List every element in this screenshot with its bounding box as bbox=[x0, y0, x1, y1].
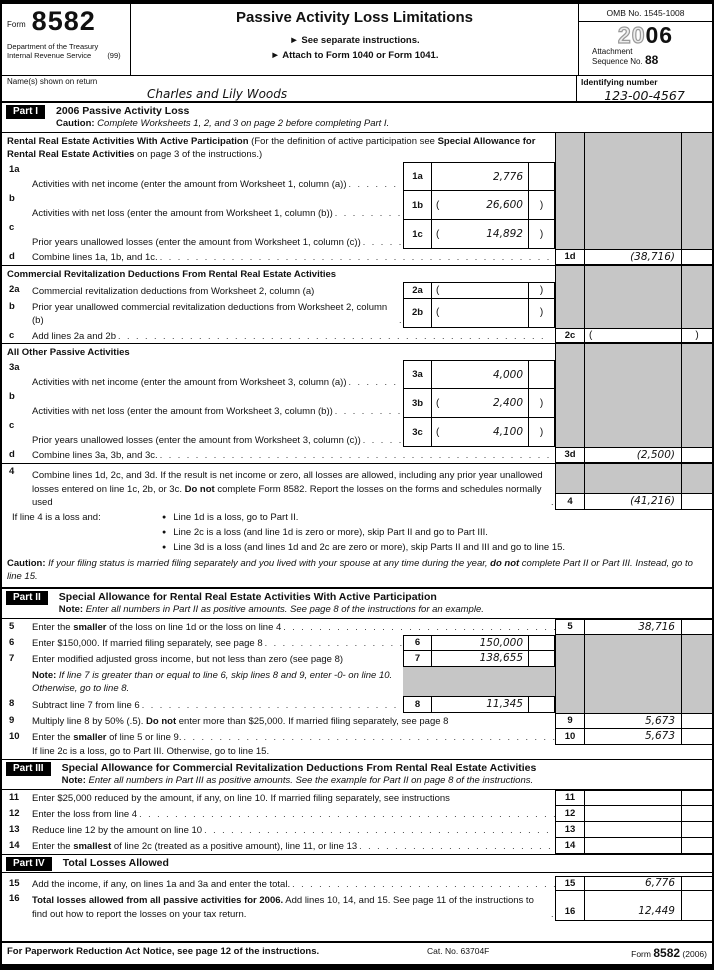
line-number: 4 bbox=[9, 465, 15, 477]
amount-field-3d[interactable]: (2,500) bbox=[584, 448, 681, 462]
entry-box-label: 4 bbox=[555, 494, 584, 509]
line-16-text: Total losses allowed from all passive activities for 2006. Add lines 10, 14, and 15. See page 11 of the instructions to find out how to report the losses on your tax return. bbox=[32, 895, 534, 920]
form-number: 8582 bbox=[31, 6, 96, 36]
catalog-number: Cat. No. 63704F bbox=[427, 946, 490, 956]
sequence-number: 88 bbox=[644, 53, 659, 67]
entry-box-1b bbox=[403, 190, 555, 220]
irs-line: Internal Revenue Service bbox=[7, 50, 92, 60]
line-number: 2a bbox=[9, 283, 20, 295]
amount-field-16[interactable]: 12,449 bbox=[584, 891, 681, 920]
shaded-strip bbox=[555, 191, 712, 220]
amount-field-11[interactable] bbox=[584, 791, 681, 805]
line-11-row bbox=[2, 790, 712, 806]
line-number: b bbox=[9, 300, 15, 312]
entry-box-15 bbox=[555, 876, 712, 892]
line-number: d bbox=[9, 449, 15, 460]
dot-leader bbox=[116, 330, 555, 344]
entry-box-6 bbox=[403, 635, 555, 651]
if4-intro: If line 4 is a loss and: bbox=[12, 511, 101, 523]
entry-box-16 bbox=[555, 890, 712, 921]
line-1c-text: Prior years unallowed losses (enter the amount from Worksheet 1, column (c)) bbox=[32, 236, 361, 248]
taxpayer-name-field[interactable]: Charles and Lily Woods bbox=[147, 87, 288, 101]
line-14-row bbox=[2, 838, 712, 854]
part1-caution-label: Caution: bbox=[56, 118, 95, 129]
line-8-text: Subtract line 7 from line 6 bbox=[32, 700, 140, 711]
entry-box-label: 6 bbox=[404, 636, 432, 650]
entry-box-2a bbox=[403, 282, 555, 299]
cents-cell bbox=[681, 714, 712, 728]
line-number: 10 bbox=[9, 730, 20, 742]
paren-cell: ) bbox=[528, 283, 554, 298]
line-1b-row bbox=[2, 191, 712, 220]
shaded-strip bbox=[555, 266, 712, 282]
if4-bullet-2: Line 2c is a loss (and line 1d is zero or more), skip Part II and go to Part III. bbox=[173, 526, 488, 538]
dot-leader bbox=[181, 731, 555, 745]
paren-cell bbox=[528, 163, 554, 190]
cents-cell bbox=[681, 806, 712, 821]
paren-cell: ) bbox=[528, 299, 554, 327]
entry-box-label: 1a bbox=[404, 163, 432, 190]
line-13-text: Reduce line 12 by the amount on line 10 bbox=[32, 825, 203, 836]
entry-box-label: 12 bbox=[555, 806, 584, 821]
amount-field-4[interactable]: (41,216) bbox=[584, 494, 681, 509]
amount-field-7[interactable]: 138,655 bbox=[479, 652, 523, 664]
line-8-row bbox=[2, 696, 712, 713]
line-2c-text: Add lines 2a and 2b bbox=[32, 330, 116, 342]
line-6-text: Enter $150,000. If married filing separately, see page 8 bbox=[32, 638, 263, 649]
line-9-row bbox=[2, 713, 712, 729]
section-other-header: All Other Passive Activities bbox=[2, 344, 712, 360]
cents-cell bbox=[681, 729, 712, 744]
shaded-strip bbox=[555, 299, 712, 328]
line-15-row bbox=[2, 873, 712, 892]
entry-box-label: 3d bbox=[555, 448, 584, 462]
entry-box-4 bbox=[555, 493, 712, 510]
line-2a-row bbox=[2, 282, 712, 299]
line-13-row bbox=[2, 822, 712, 838]
entry-box-label: 3a bbox=[404, 361, 432, 388]
line-15-text: Add the income, if any, on lines 1a and 3a and enter the total. bbox=[32, 878, 291, 890]
entry-box-label: 3c bbox=[404, 418, 432, 446]
entry-box-14 bbox=[555, 837, 712, 854]
entry-box-3d bbox=[555, 447, 712, 463]
line-7-text: Enter modified adjusted gross income, but not less than zero (see page 8) bbox=[32, 654, 344, 665]
entry-box-5 bbox=[555, 619, 712, 635]
amount-field-2c[interactable]: ( bbox=[584, 329, 681, 343]
line-4-strip bbox=[555, 464, 712, 510]
tax-year bbox=[579, 23, 712, 47]
paren-cell: ) bbox=[528, 418, 554, 446]
dot-leader bbox=[263, 637, 403, 651]
part2-bar: Part II Special Allowance for Rental Real Estate Activities With Active Participation Note: Enter all numbers in Part II as positive amounts. See page 8 of the instructions for an example. bbox=[2, 587, 712, 619]
line-3c-text: Prior years unallowed losses (enter the amount from Worksheet 3, column (c)) bbox=[32, 434, 361, 446]
if4-bullet-3: Line 3d is a loss (and lines 1d and 2c are zero or more), skip Parts II and III and go to line 15. bbox=[173, 541, 566, 553]
line-number: b bbox=[9, 193, 15, 204]
dot-leader bbox=[333, 405, 403, 419]
line-1c-row bbox=[2, 220, 712, 249]
entry-box-label: 13 bbox=[555, 822, 584, 837]
shaded-strip bbox=[555, 133, 712, 162]
shaded-strip bbox=[555, 635, 712, 651]
shaded-inner-cell bbox=[403, 667, 555, 696]
line-7-note-row bbox=[2, 667, 712, 696]
line-10-text: Enter the smaller of line 5 or line 9. bbox=[32, 732, 182, 743]
line-1d-row bbox=[2, 249, 712, 266]
line-7-note: Note: If line 7 is greater than or equal to line 6, skip lines 8 and 9, enter -0- on line 10. Otherwise, go to line 8. bbox=[32, 669, 393, 694]
cents-cell bbox=[681, 822, 712, 837]
cents-cell bbox=[681, 891, 712, 920]
amount-field-13[interactable] bbox=[584, 822, 681, 837]
dot-leader bbox=[281, 621, 555, 635]
cents-cell bbox=[681, 877, 712, 891]
entry-box-8 bbox=[403, 696, 555, 713]
dot-leader bbox=[361, 434, 403, 448]
entry-box-10 bbox=[555, 728, 712, 745]
line-11-text: Enter $25,000 reduced by the amount, if any, on line 10. If married filing separately, see instructions bbox=[32, 793, 450, 804]
line-2c-row bbox=[2, 328, 712, 345]
amount-field-1d[interactable]: (38,716) bbox=[584, 250, 681, 264]
entry-box-label: 1c bbox=[404, 220, 432, 248]
arrow-right-icon: ► bbox=[270, 50, 280, 61]
entry-box-1c bbox=[403, 219, 555, 249]
entry-box-11 bbox=[555, 790, 712, 806]
line-1a-row bbox=[2, 162, 712, 191]
line-number: 6 bbox=[9, 636, 15, 648]
line-16-row bbox=[2, 891, 712, 921]
entry-box-label: 1b bbox=[404, 191, 432, 219]
bullet-icon: ● bbox=[162, 513, 167, 521]
amount-field-12[interactable] bbox=[584, 806, 681, 821]
form-number-block bbox=[2, 4, 131, 75]
form-header bbox=[2, 4, 712, 76]
irs-code: (99) bbox=[107, 50, 121, 60]
entry-box-label: 10 bbox=[555, 729, 584, 744]
dot-leader bbox=[290, 878, 555, 892]
cents-cell bbox=[681, 791, 712, 805]
entry-box-9 bbox=[555, 713, 712, 729]
line-10-followup: If line 2c is a loss, go to Part III. Otherwise, go to line 15. bbox=[32, 745, 270, 757]
line-2a-text: Commercial revitalization deductions from Worksheet 2, column (a) bbox=[32, 286, 315, 297]
entry-box-label: 7 bbox=[404, 651, 432, 666]
shaded-strip bbox=[555, 220, 712, 249]
form-footer bbox=[2, 941, 712, 964]
identifying-number-label: Identifying number bbox=[581, 77, 658, 87]
part4-chip: Part IV bbox=[6, 857, 52, 871]
line-number: 16 bbox=[9, 893, 20, 904]
entry-box-13 bbox=[555, 821, 712, 838]
amount-field-1a[interactable]: 2,776 bbox=[492, 170, 523, 183]
part1-chip: Part I bbox=[6, 105, 45, 119]
year-solid: 06 bbox=[645, 22, 674, 48]
dot-leader bbox=[347, 376, 403, 390]
entry-box-3a bbox=[403, 360, 555, 389]
attach-text: Attach to Form 1040 or Form 1041. bbox=[282, 50, 439, 61]
year-outline: 20 bbox=[617, 22, 646, 48]
amount-field-5[interactable]: 38,716 bbox=[584, 620, 681, 634]
dot-leader bbox=[357, 840, 555, 854]
bullet-icon: ● bbox=[162, 528, 167, 536]
bullet-icon: ● bbox=[162, 543, 167, 551]
line-12-text: Enter the loss from line 4 bbox=[32, 809, 138, 820]
dot-leader bbox=[347, 178, 403, 192]
line-3a-row bbox=[2, 360, 712, 389]
line-3b-row bbox=[2, 389, 712, 418]
shaded-strip bbox=[555, 282, 712, 299]
entry-box-label: 14 bbox=[555, 838, 584, 853]
amount-field-3a[interactable]: 4,000 bbox=[492, 368, 523, 381]
amount-field-1b[interactable]: ( 26,600 bbox=[436, 199, 523, 211]
paren-cell: ) bbox=[681, 329, 712, 343]
amount-field-15[interactable]: 6,776 bbox=[584, 877, 681, 891]
omb-block bbox=[578, 4, 712, 75]
line-2b-text: Prior year unallowed commercial revitalization deductions from Worksheet 2, column (b) bbox=[32, 301, 388, 326]
part2-title: Special Allowance for Rental Real Estate Activities With Active Participation bbox=[58, 590, 437, 603]
part3-chip: Part III bbox=[6, 762, 51, 776]
entry-box-12 bbox=[555, 805, 712, 822]
amount-field-10[interactable]: 5,673 bbox=[584, 729, 681, 744]
line-1a-text: Activities with net income (enter the amount from Worksheet 1, column (a)) bbox=[32, 178, 347, 190]
dot-leader bbox=[361, 236, 403, 250]
shaded-strip bbox=[555, 389, 712, 418]
line-number: 5 bbox=[9, 620, 15, 632]
paren-cell: ) bbox=[528, 389, 554, 417]
part4-bar bbox=[2, 854, 712, 873]
part1-title: 2006 Passive Activity Loss bbox=[56, 105, 190, 117]
entry-box-2c bbox=[555, 328, 712, 344]
paren-cell bbox=[528, 697, 554, 712]
shaded-strip bbox=[555, 360, 712, 389]
part3-bar: Part III Special Allowance for Commercial Revitalization Deductions From Rental Real Estate Activities Note: Enter all numbers in Part III as positive amounts. See the example for Part II on page 8 of the instructions. bbox=[2, 759, 712, 790]
shaded-strip bbox=[555, 344, 712, 360]
part3-title: Special Allowance for Commercial Revitalization Deductions From Rental Real Estate Activities bbox=[61, 761, 537, 774]
entry-box-label: 1d bbox=[555, 250, 584, 264]
line-number: c bbox=[9, 329, 15, 341]
entry-box-label: 9 bbox=[555, 714, 584, 728]
arrow-right-icon: ► bbox=[289, 35, 299, 46]
section-rental-header: Rental Real Estate Activities With Active Participation (For the definition of active participation see Special Allowance for Rental Real Estate Activities on page 3 of the instructions.) bbox=[2, 133, 712, 162]
line-number: 11 bbox=[9, 791, 20, 803]
line-number: 15 bbox=[9, 877, 20, 889]
amount-field-3b[interactable]: ( 2,400 bbox=[436, 397, 523, 409]
amount-field-9[interactable]: 5,673 bbox=[584, 714, 681, 728]
form-footer-id: Form 8582 (2006) bbox=[631, 946, 707, 960]
entry-box-label: 5 bbox=[555, 620, 584, 634]
line-4-text: Combine lines 1d, 2c, and 3d. If the result is net income or zero, all losses are allowed, including any prior year unallowed losses entered on line 1c, 2b, or 3c. Do not complete Form 8582. Report the losses on the forms and schedules normally used bbox=[32, 470, 543, 508]
shaded-strip bbox=[555, 651, 712, 667]
line-1b-text: Activities with net loss (enter the amount from Worksheet 1, column (b)) bbox=[32, 207, 333, 219]
cents-cell bbox=[681, 448, 712, 462]
paren-cell: ) bbox=[528, 191, 554, 219]
part1-bar bbox=[2, 103, 712, 133]
entry-box-1d bbox=[555, 249, 712, 265]
shaded-strip bbox=[555, 464, 712, 493]
name-row bbox=[2, 76, 712, 103]
line-1d-text: Combine lines 1a, 1b, and 1c. bbox=[32, 252, 158, 263]
title-block bbox=[131, 4, 578, 75]
line-number: c bbox=[9, 222, 15, 233]
entry-box-3c bbox=[403, 417, 555, 447]
form-title: Passive Activity Loss Limitations bbox=[235, 9, 474, 26]
line-number: 12 bbox=[9, 807, 20, 819]
line-3b-text: Activities with net loss (enter the amount from Worksheet 3, column (b)) bbox=[32, 405, 333, 417]
line-2b-row bbox=[2, 299, 712, 328]
line-number: 7 bbox=[9, 652, 15, 664]
entry-box-label: 15 bbox=[555, 877, 584, 891]
dot-leader bbox=[158, 449, 555, 463]
shaded-strip bbox=[555, 162, 712, 191]
line-number: 13 bbox=[9, 823, 20, 835]
cents-cell bbox=[681, 620, 712, 634]
if4-bullet-1: Line 1d is a loss, go to Part II. bbox=[173, 511, 299, 523]
dot-leader bbox=[140, 699, 403, 713]
line-3c-row bbox=[2, 418, 712, 447]
dot-leader bbox=[333, 207, 403, 221]
amount-field-2a[interactable]: ( bbox=[436, 284, 440, 296]
cents-cell bbox=[681, 250, 712, 264]
entry-box-label: 2c bbox=[555, 329, 584, 343]
line-3a-text: Activities with net income (enter the amount from Worksheet 3, column (a)) bbox=[32, 376, 347, 388]
line-3d-text: Combine lines 3a, 3b, and 3c. bbox=[32, 450, 158, 461]
entry-box-7 bbox=[403, 650, 555, 667]
line-6-row bbox=[2, 635, 712, 651]
entry-box-3b bbox=[403, 388, 555, 418]
dot-leader bbox=[137, 808, 555, 822]
line-number: 9 bbox=[9, 714, 15, 726]
paren-cell: ) bbox=[528, 220, 554, 248]
entry-box-label: 16 bbox=[555, 891, 584, 920]
see-instructions-text: See separate instructions. bbox=[301, 35, 420, 46]
line-number: b bbox=[9, 391, 15, 402]
paren-cell bbox=[528, 636, 554, 650]
line-number: 14 bbox=[9, 839, 20, 851]
paren-cell bbox=[528, 651, 554, 666]
entry-box-label: 3b bbox=[404, 389, 432, 417]
filing-status-caution: Caution: If your filing status is married filing separately and you lived with your spouse at any time during the year, do not complete Part II or Part III. Instead, go to line 15. bbox=[7, 557, 693, 582]
omb-number: OMB No. 1545-1008 bbox=[579, 4, 712, 22]
line-5-row bbox=[2, 619, 712, 635]
amount-field-6[interactable]: 150,000 bbox=[479, 636, 523, 649]
paperwork-notice: For Paperwork Reduction Act Notice, see page 12 of the instructions. bbox=[7, 946, 320, 957]
entry-box-label: 2a bbox=[404, 283, 432, 298]
line-number: 3a bbox=[9, 362, 20, 373]
line-7-row bbox=[2, 651, 712, 667]
section-commercial-header: Commercial Revitalization Deductions From Rental Real Estate Activities bbox=[2, 266, 712, 282]
cents-cell bbox=[681, 838, 712, 853]
line-9-text: Multiply line 8 by 50% (.5). Do not enter more than $25,000. If married filing separately, see page 8 bbox=[32, 716, 449, 727]
entry-box-1a bbox=[403, 162, 555, 191]
identifying-number-field[interactable]: 123-00-4567 bbox=[604, 88, 685, 103]
entry-box-label: 2b bbox=[404, 299, 432, 327]
entry-box-2b bbox=[403, 298, 555, 328]
line-12-row bbox=[2, 806, 712, 822]
line-4-row bbox=[2, 464, 712, 510]
part2-chip: Part II bbox=[6, 591, 48, 605]
dot-leader bbox=[202, 824, 555, 838]
amount-field-1c[interactable]: ( 14,892 bbox=[436, 228, 523, 240]
entry-box-label: 8 bbox=[404, 697, 432, 712]
amount-field-3c[interactable]: ( 4,100 bbox=[436, 426, 523, 438]
dot-leader bbox=[158, 251, 555, 265]
dept-line: Department of the Treasury bbox=[7, 42, 99, 51]
line-4-instructions bbox=[2, 510, 712, 555]
shaded-strip bbox=[555, 667, 712, 696]
part1-caution-text: Complete Worksheets 1, 2, and 3 on page 2 before completing Part I. bbox=[94, 118, 390, 129]
line-10-row bbox=[2, 729, 712, 745]
name-label: Name(s) shown on return bbox=[7, 77, 98, 86]
amount-field-14[interactable] bbox=[584, 838, 681, 853]
line-number: 1a bbox=[9, 164, 20, 175]
part4-title: Total Losses Allowed bbox=[62, 856, 169, 869]
line-number: c bbox=[9, 420, 15, 431]
amount-field-2b[interactable]: ( bbox=[436, 307, 440, 318]
entry-box-label: 11 bbox=[555, 791, 584, 805]
line-5-text: Enter the smaller of the loss on line 1d or the loss on line 4 bbox=[32, 622, 282, 633]
shaded-strip bbox=[555, 418, 712, 447]
attachment-sequence: Attachment Sequence No. 88 bbox=[592, 47, 659, 67]
shaded-strip bbox=[555, 696, 712, 713]
line-number: 8 bbox=[9, 697, 15, 709]
cents-cell bbox=[681, 494, 712, 509]
paren-cell bbox=[528, 361, 554, 388]
form-word: Form bbox=[7, 20, 26, 29]
line-3d-row bbox=[2, 447, 712, 464]
line-number: d bbox=[9, 251, 15, 262]
line-14-text: Enter the smallest of line 2c (treated as a positive amount), line 11, or line 13 bbox=[32, 841, 358, 852]
agency-block bbox=[7, 43, 126, 60]
amount-field-8[interactable]: 11,345 bbox=[486, 698, 523, 710]
